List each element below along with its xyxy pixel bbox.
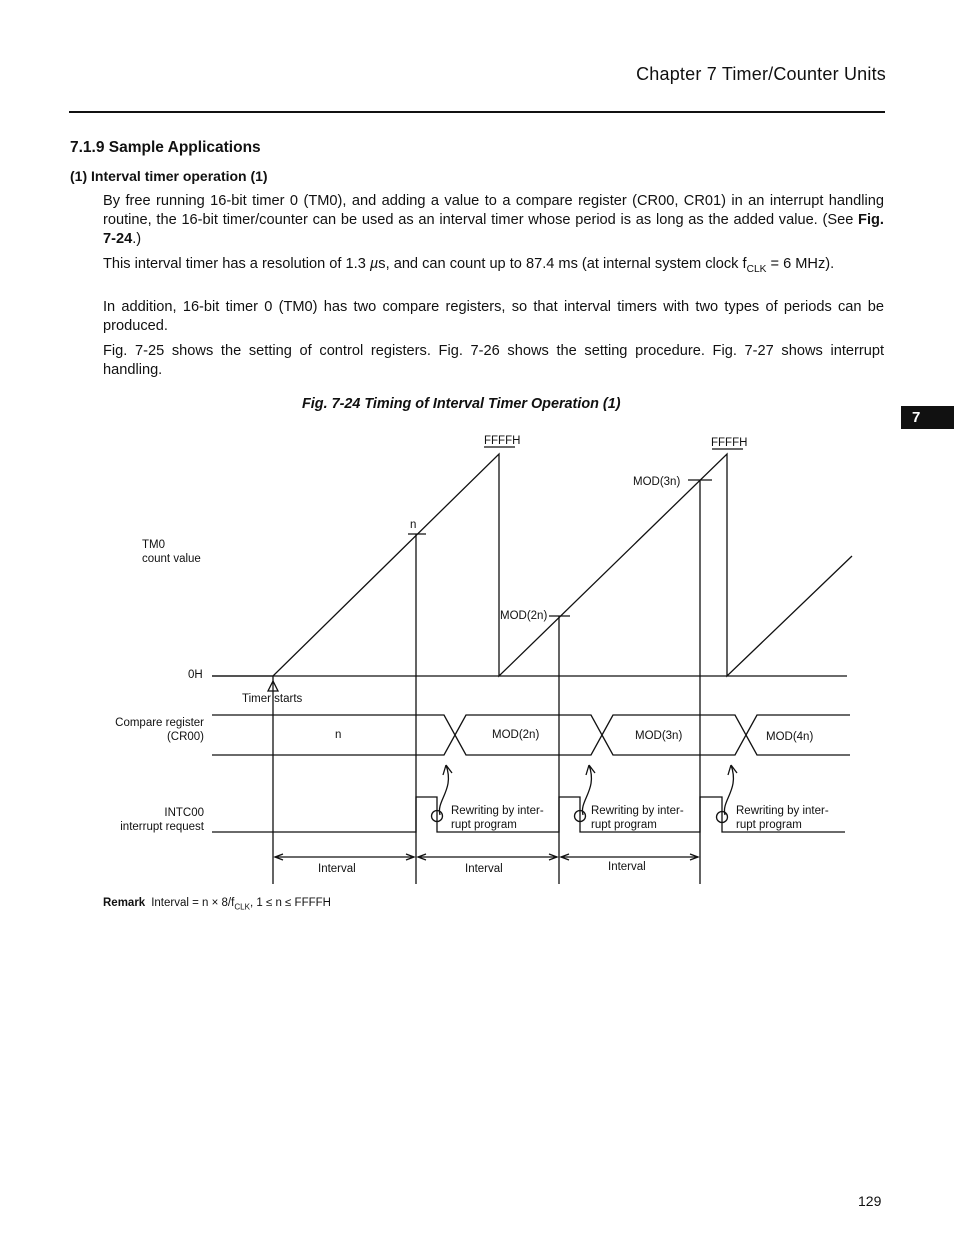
paragraph-1: By free running 16-bit timer 0 (TM0), and adding a value to a compare register (CR00, CR01) in an interrupt handling routine, the 16-bit timer/counter can be used as an interval timer whose period is as long as the added value. (See Fig. 7-24.) xyxy=(103,193,884,247)
intc-label-1: INTC00 xyxy=(164,807,204,819)
mod3n-mark-label: MOD(3n) xyxy=(633,476,681,488)
rewrite-note-3b: rupt program xyxy=(736,819,802,831)
timer-starts-label: Timer starts xyxy=(242,693,303,705)
remark-note: Remark Interval = $n \times 8/f_{CLK}$, 1 ≤ n ≤ FFFFH xyxy=(103,897,331,912)
rewrite-note-3a: Rewriting by inter- xyxy=(736,805,829,817)
paragraph-3: In addition, 16-bit timer 0 (TM0) has two compare registers, so that interval timers with two types of periods can be produced. xyxy=(103,299,884,334)
section-title: 7.1.9 Sample Applications xyxy=(70,139,261,156)
intc-label-2: interrupt request xyxy=(120,821,204,833)
n-mark-label: n xyxy=(410,519,417,531)
figure-caption: Fig. 7-24 Timing of Interval Timer Operation (1) xyxy=(302,396,621,412)
cr-value-4: MOD(4n) xyxy=(766,731,814,743)
cr-label-2: (CR00) xyxy=(166,731,204,743)
chapter-header: Chapter 7 Timer/Counter Units xyxy=(636,64,886,84)
mod2n-mark-label: MOD(2n) xyxy=(500,610,548,622)
subsection-title: (1) Interval timer operation (1) xyxy=(70,168,268,184)
paragraph-2: This interval timer has a resolution of 1.3 µs, and can count up to 87.4 ms (at internal system clock $f_{CLK} = 6$ MHz). xyxy=(103,256,835,275)
rewrite-note-2b: rupt program xyxy=(591,819,657,831)
tm0-label-1: TM0 xyxy=(142,539,165,551)
tm0-sawtooth xyxy=(212,454,852,676)
rewrite-note-1b: rupt program xyxy=(451,819,517,831)
cr-label-1: Compare register xyxy=(115,717,204,729)
page-number: 129 xyxy=(858,1193,882,1209)
rewrite-note-1a: Rewriting by inter- xyxy=(451,805,544,817)
ffffh-label-1: FFFFH xyxy=(484,435,521,447)
figure-reference[interactable]: Fig. 7-24 xyxy=(103,212,884,247)
chapter-tab-marker: 7 xyxy=(901,406,954,429)
ffffh-label-2: FFFFH xyxy=(711,437,748,449)
zero-label: 0H xyxy=(188,669,203,681)
interval-label-2: Interval xyxy=(465,863,503,875)
cr-value-3: MOD(3n) xyxy=(635,730,683,742)
paragraph-4: Fig. 7-25 shows the setting of control registers. Fig. 7-26 shows the setting procedure. Fig. 7-27 shows interrupt handling. xyxy=(103,343,884,378)
interval-label-3: Interval xyxy=(608,861,646,873)
interval-label-1: Interval xyxy=(318,863,356,875)
cr-segment-1 xyxy=(212,715,455,755)
tm0-label-2: count value xyxy=(142,553,201,565)
cr-value-1: n xyxy=(335,729,342,741)
cr-value-2: MOD(2n) xyxy=(492,729,540,741)
rewrite-note-2a: Rewriting by inter- xyxy=(591,805,684,817)
